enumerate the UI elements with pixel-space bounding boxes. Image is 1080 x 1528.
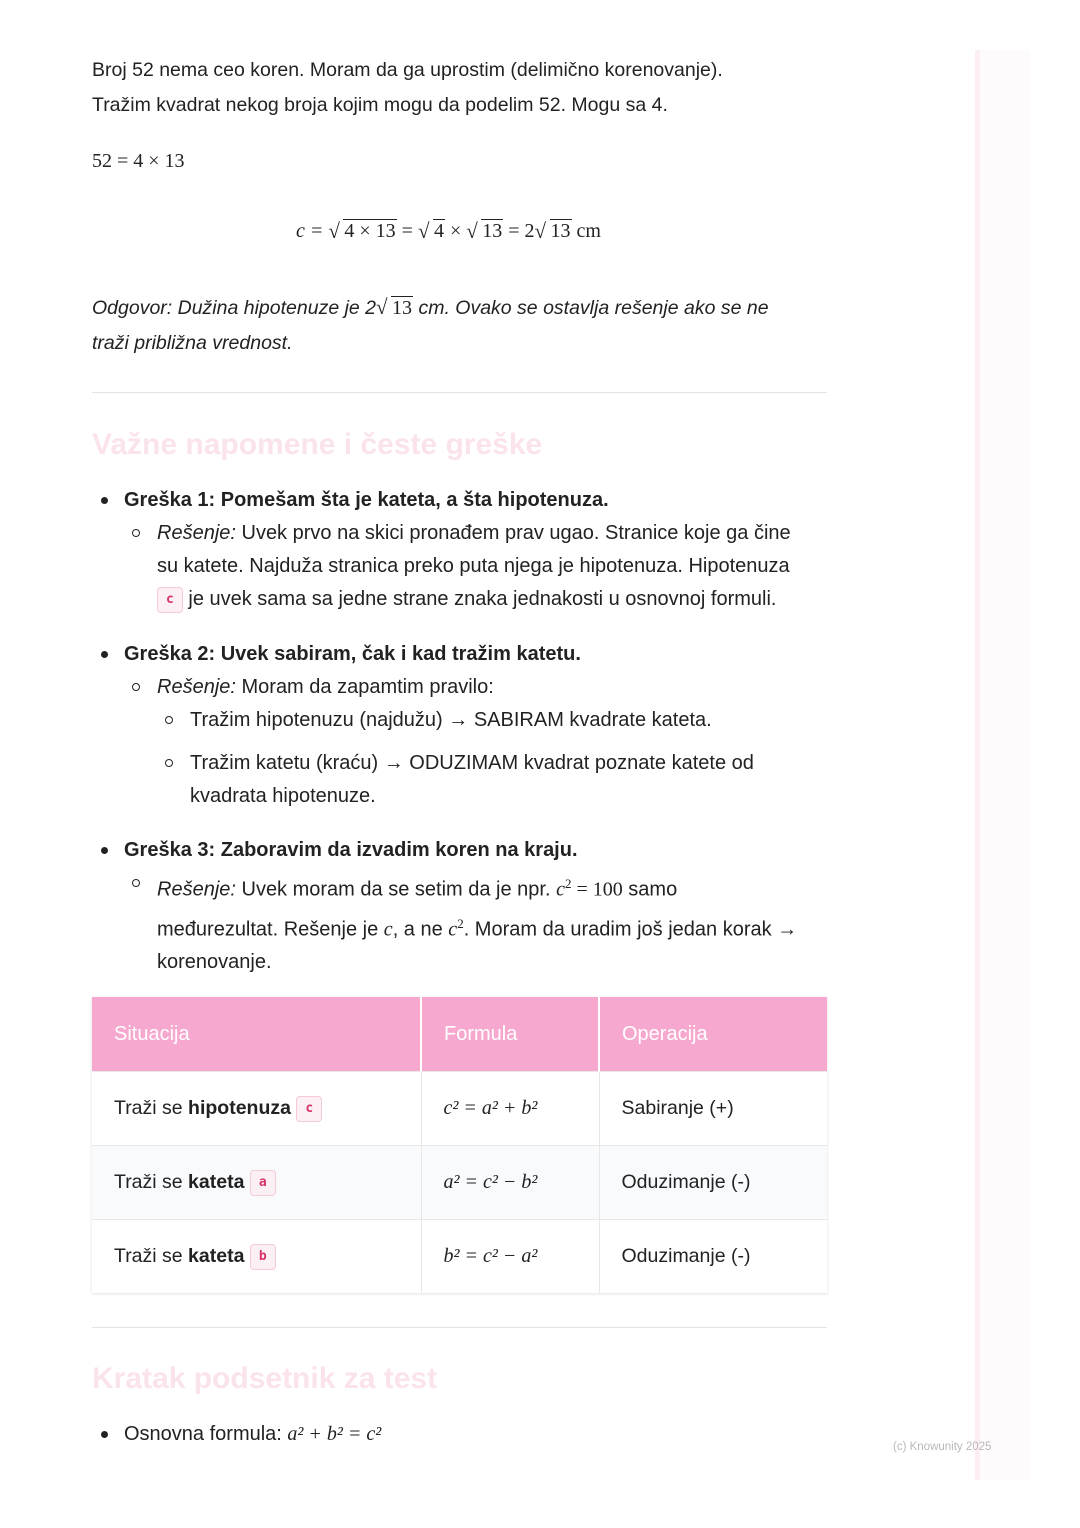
bullet-dot bbox=[101, 1431, 108, 1438]
code-c: c bbox=[296, 1096, 322, 1122]
divider-2 bbox=[92, 1327, 827, 1328]
intro-line-2: Tražim kvadrat nekog broja kojim mogu da podelim 52. Mogu sa 4. bbox=[92, 94, 668, 116]
cell-formula: c² = a² + b² bbox=[421, 1072, 599, 1146]
sqrt-1: √ 4 × 13 bbox=[328, 220, 396, 243]
header-formula: Formula bbox=[421, 997, 599, 1072]
table-header-row bbox=[92, 997, 827, 1072]
reminder-item: Osnovna formula: a² + b² = c² bbox=[124, 1423, 382, 1445]
bullet-dot bbox=[101, 847, 108, 854]
answer-line-1: Odgovor: Dužina hipotenuze je 2√ 13 cm. Ovako se ostavlja rešenje ako se ne bbox=[92, 291, 827, 326]
table-row bbox=[92, 1220, 827, 1294]
footer-copyright: (c) Knowunity 2025 bbox=[893, 1441, 992, 1453]
equation-factor: 52 = 4 × 13 bbox=[92, 150, 185, 172]
bullet-dot bbox=[101, 497, 108, 504]
sqrt-4: √ 13 bbox=[535, 220, 572, 243]
intro-line-1: Broj 52 nema ceo koren. Moram da ga uprostim (delimično korenovanje). bbox=[92, 59, 723, 81]
bullet-dot bbox=[101, 651, 108, 658]
sqrt-2: √ 4 bbox=[418, 220, 445, 243]
code-a: a bbox=[250, 1170, 276, 1196]
cell-situation: Traži se kateta b bbox=[92, 1220, 421, 1294]
sub-bullet bbox=[132, 683, 140, 691]
error-2-title: Greška 2: Uvek sabiram, čak i kad tražim katetu. bbox=[124, 643, 581, 665]
answer-line-2: traži približna vrednost. bbox=[92, 332, 293, 354]
answer-paragraph bbox=[92, 291, 827, 361]
header-operation: Operacija bbox=[599, 997, 827, 1072]
table-row bbox=[92, 1072, 827, 1146]
error-1-solution: Rešenje: Uvek prvo na skici pronađem prav ugao. Stranice koje ga čine su katete. Najduža stranica preko puta njega je hipotenuza. Hipotenuza c je uvek sama sa jedne strane znaka jednakosti u osnovnoj formuli. bbox=[157, 517, 827, 616]
sidebar-background bbox=[980, 50, 1030, 1480]
section-title-reminder: Kratak podsetnik za test bbox=[92, 1362, 438, 1395]
error-1-title: Greška 1: Pomešam šta je kateta, a šta hipotenuza. bbox=[124, 489, 609, 511]
table-row bbox=[92, 1146, 827, 1220]
cell-formula: b² = c² − a² bbox=[421, 1220, 599, 1294]
section-title-errors: Važne napomene i česte greške bbox=[92, 428, 543, 461]
sub-sub-bullet bbox=[165, 759, 173, 767]
formula-table bbox=[92, 997, 827, 1293]
intro-paragraph bbox=[92, 53, 827, 123]
equation-root: c = √ 4 × 13 = √ 4 × √ 13 = 2√ 13 cm bbox=[296, 220, 601, 243]
sub-bullet bbox=[132, 879, 140, 887]
error-3-solution: Rešenje: Uvek moram da se setim da je npr. $c^2 = 100$ samo međurezultat. Rešenje je c, a ne $c^2$. Moram da uradim još jedan korak → korenovanje. bbox=[157, 876, 798, 974]
cell-situation: Traži se kateta a bbox=[92, 1146, 421, 1220]
error-2-rule-1: Tražim hipotenuzu (najdužu) → SABIRAM kvadrate kateta. bbox=[190, 709, 712, 731]
sqrt-3: √ 13 bbox=[466, 220, 503, 243]
cell-operation: Sabiranje (+) bbox=[599, 1072, 827, 1146]
error-2-solution: Rešenje: Moram da zapamtim pravilo: bbox=[157, 676, 494, 698]
error-3-title: Greška 3: Zaboravim da izvadim koren na kraju. bbox=[124, 839, 578, 861]
eq-c: c = bbox=[296, 220, 324, 242]
sub-sub-bullet bbox=[165, 716, 173, 724]
cell-operation: Oduzimanje (-) bbox=[599, 1220, 827, 1294]
sub-bullet bbox=[132, 529, 140, 537]
cell-formula: a² = c² − b² bbox=[421, 1146, 599, 1220]
cell-operation: Oduzimanje (-) bbox=[599, 1146, 827, 1220]
error-2-rule-2: Tražim katetu (kraću) → ODUZIMAM kvadrat poznate katete od kvadrata hipotenuze. bbox=[190, 752, 754, 807]
header-situation: Situacija bbox=[92, 997, 421, 1072]
code-b: b bbox=[250, 1244, 276, 1270]
cell-situation: Traži se hipotenuza c bbox=[92, 1072, 421, 1146]
divider-1 bbox=[92, 392, 827, 393]
code-c: c bbox=[157, 587, 183, 613]
